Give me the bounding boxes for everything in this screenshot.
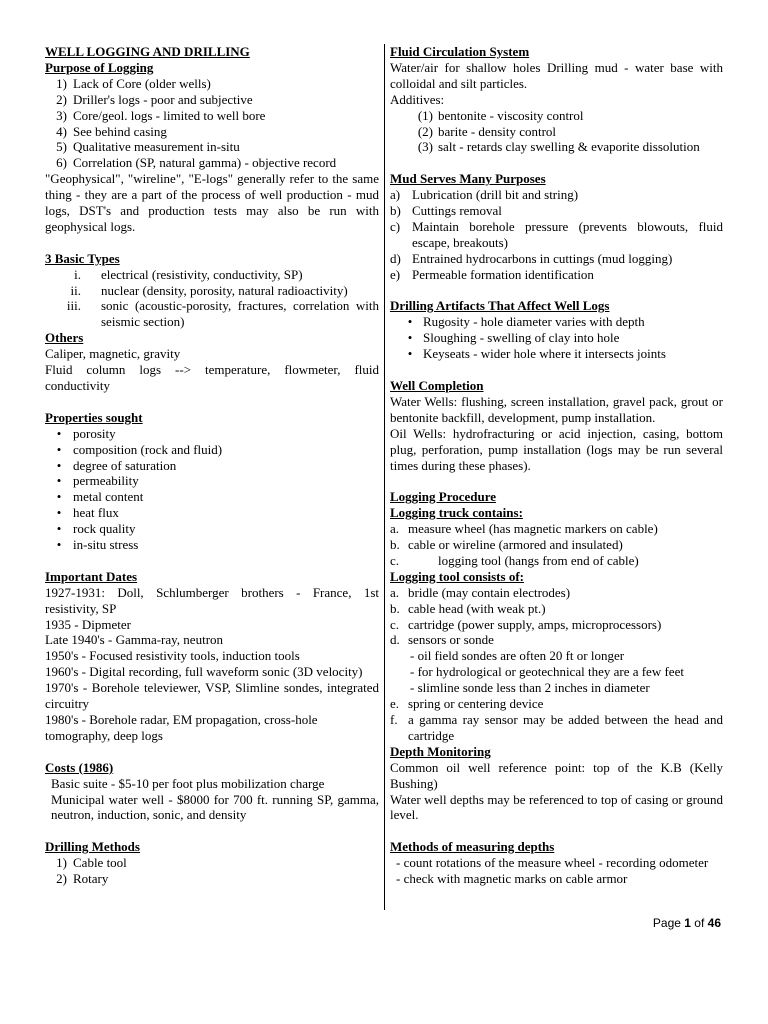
list-item: (3) salt - retards clay swelling & evaporite dissolution	[417, 139, 700, 155]
sonde-note: - slimline sonde less than 2 inches in diameter	[410, 680, 650, 696]
list-item: • metal content	[45, 489, 379, 505]
artifacts-list	[390, 314, 723, 362]
depth-paragraph: Common oil well reference point: top of the K.B (Kelly Bushing)	[390, 759, 723, 791]
date-entry: 1970's - Borehole televiewer, VSP, Slimline sondes, integrated circuitry	[45, 680, 379, 712]
additives-list	[390, 108, 723, 156]
cost-line: Basic suite - $5-10 per foot plus mobilization charge	[51, 775, 325, 791]
sonde-note: - oil field sondes are often 20 ft or longer	[410, 648, 625, 664]
bullet-icon: •	[56, 489, 62, 505]
truck-heading: Logging truck contains:	[390, 505, 523, 521]
list-item: e. spring or centering device	[390, 696, 544, 712]
methods-heading: Methods of measuring depths	[390, 839, 555, 855]
others-heading: Others	[45, 330, 84, 346]
properties-heading: Properties sought	[45, 409, 143, 425]
purpose-paragraph: "Geophysical", "wireline", "E-logs" generally refer to the same thing - they are a part of the process of well production - mud logs, DST's and production tests may also be run with geophysical logs.	[45, 171, 379, 234]
list-item: ii. nuclear (density, porosity, natural radioactivity)	[70, 282, 348, 298]
bullet-icon: •	[56, 457, 62, 473]
purpose-heading: Purpose of Logging	[45, 59, 154, 75]
right-column	[390, 44, 723, 887]
date-entry: 1950's - Focused resistivity tools, induction tools	[45, 648, 300, 664]
bullet-icon: •	[56, 441, 62, 457]
methods-line: - check with magnetic marks on cable armor	[396, 871, 628, 887]
date-entry: 1960's - Digital recording, full waveform sonic (3D velocity)	[45, 664, 363, 680]
bullet-icon: •	[56, 473, 62, 489]
methods-line: - count rotations of the measure wheel - recording odometer	[396, 855, 709, 871]
list-item: 6) Correlation (SP, natural gamma) - objective record	[56, 155, 337, 171]
list-item: • permeability	[45, 473, 379, 489]
list-item: b. cable head (with weak pt.)	[390, 600, 546, 616]
depth-paragraph: Water well depths may be referenced to top of casing or ground level.	[390, 791, 723, 823]
completion-paragraph: Oil Wells: hydrofracturing or acid injection, casing, bottom plug, perforation, pump installation (logs may be run several times during these phases).	[390, 425, 723, 473]
basic-types-heading: 3 Basic Types	[45, 250, 120, 266]
left-column	[45, 44, 379, 887]
list-item: d) Entrained hydrocarbons in cuttings (mud logging)	[390, 250, 673, 266]
drilling-methods-heading: Drilling Methods	[45, 839, 140, 855]
costs-heading: Costs (1986)	[45, 759, 114, 775]
list-item: iii. sonic (acoustic-porosity, fractures, correlation with seismic section)	[66, 298, 379, 330]
list-item: 5) Qualitative measurement in-situ	[56, 139, 240, 155]
bullet-icon: •	[56, 425, 62, 441]
list-item: i. electrical (resistivity, conductivity, SP)	[74, 266, 303, 282]
bullet-icon: •	[56, 505, 62, 521]
bullet-icon: •	[407, 346, 413, 362]
list-item: • Sloughing - swelling of clay into hole	[397, 330, 723, 346]
mud-list	[390, 187, 723, 282]
list-item: • rock quality	[45, 521, 379, 537]
bullet-icon: •	[56, 521, 62, 537]
bullet-icon: •	[56, 537, 62, 553]
tool-list	[390, 585, 723, 649]
list-item: a. measure wheel (has magnetic markers on cable)	[390, 521, 658, 537]
list-item: • porosity	[45, 426, 379, 442]
bullet-icon: •	[407, 314, 413, 330]
list-item: 2) Rotary	[56, 871, 109, 887]
list-item: f. a gamma ray sensor may be added between the head and cartridge	[390, 712, 723, 743]
list-item: • Keyseats - wider hole where it intersects joints	[397, 346, 723, 362]
truck-list	[390, 521, 723, 569]
list-item: 1) Cable tool	[56, 855, 127, 871]
list-item: 2) Driller's logs - poor and subjective	[56, 91, 253, 107]
column-divider	[384, 44, 385, 910]
date-entry: 1935 - Dipmeter	[45, 616, 131, 632]
list-item: 4) See behind casing	[56, 123, 167, 139]
list-item: e) Permeable formation identification	[390, 266, 594, 282]
procedure-heading: Logging Procedure	[390, 489, 497, 505]
mud-heading: Mud Serves Many Purposes	[390, 171, 546, 187]
list-item: d. sensors or sonde	[390, 632, 494, 648]
fluid-heading: Fluid Circulation System	[390, 44, 530, 59]
date-entry: 1980's - Borehole radar, EM propagation, cross-hole tomography, deep logs	[45, 712, 318, 743]
sonde-notes	[390, 648, 723, 696]
completion-paragraph: Water Wells: flushing, screen installation, gravel pack, grout or bentonite backfill, development, pump installation.	[390, 393, 723, 425]
list-item: c) Maintain borehole pressure (prevents blowouts, fluid escape, breakouts)	[390, 218, 723, 250]
properties-list	[45, 426, 379, 553]
list-item: a) Lubrication (drill bit and string)	[390, 187, 579, 203]
completion-heading: Well Completion	[390, 377, 484, 393]
drilling-methods-list	[45, 855, 379, 887]
bullet-icon: •	[407, 330, 413, 346]
list-item: 3) Core/geol. logs - limited to well bore	[56, 107, 266, 123]
list-item: • Rugosity - hole diameter varies with depth	[397, 314, 723, 330]
basic-types-list	[45, 267, 379, 331]
artifacts-heading: Drilling Artifacts That Affect Well Logs	[390, 298, 610, 314]
fluid-paragraph: Water/air for shallow holes Drilling mud - water base with colloidal and silt particles.	[390, 59, 723, 91]
dates-heading: Important Dates	[45, 568, 138, 584]
list-item: c. cartridge (power supply, amps, microprocessors)	[390, 616, 662, 632]
purpose-list	[45, 76, 379, 171]
cost-line: Municipal water well - $8000 for 700 ft. running SP, gamma, neutron, induction, sonic, and density	[51, 791, 379, 823]
sonde-note: - for hydrological or geotechnical they are a few feet	[410, 664, 684, 680]
list-item: 1) Lack of Core (older wells)	[56, 75, 211, 91]
depth-heading: Depth Monitoring	[390, 743, 491, 759]
page-number: Page 1 of 46	[652, 916, 721, 930]
list-item: • in-situ stress	[45, 537, 379, 553]
list-item: b. cable or wireline (armored and insulated)	[390, 537, 623, 553]
additives-label: Additives:	[390, 91, 445, 107]
list-item: • heat flux	[45, 505, 379, 521]
list-item: • degree of saturation	[45, 458, 379, 474]
list-item: (2) barite - density control	[417, 123, 557, 139]
list-item: b) Cuttings removal	[390, 203, 502, 219]
others-line: Caliper, magnetic, gravity	[45, 346, 181, 362]
others-line: Fluid column logs --> temperature, flowmeter, fluid conductivity	[45, 362, 379, 394]
date-entry: 1927-1931: Doll, Schlumberger brothers - France, 1st resistivity, SP	[45, 584, 379, 616]
document-title: WELL LOGGING AND DRILLING	[45, 44, 250, 59]
list-item: • composition (rock and fluid)	[45, 442, 379, 458]
tool-heading: Logging tool consists of:	[390, 568, 524, 584]
list-item: c. logging tool (hangs from end of cable)	[390, 552, 639, 568]
list-item: a. bridle (may contain electrodes)	[390, 584, 571, 600]
list-item: (1) bentonite - viscosity control	[417, 107, 584, 123]
tool-list-continued	[390, 696, 723, 744]
date-entry: Late 1940's - Gamma-ray, neutron	[45, 632, 224, 648]
